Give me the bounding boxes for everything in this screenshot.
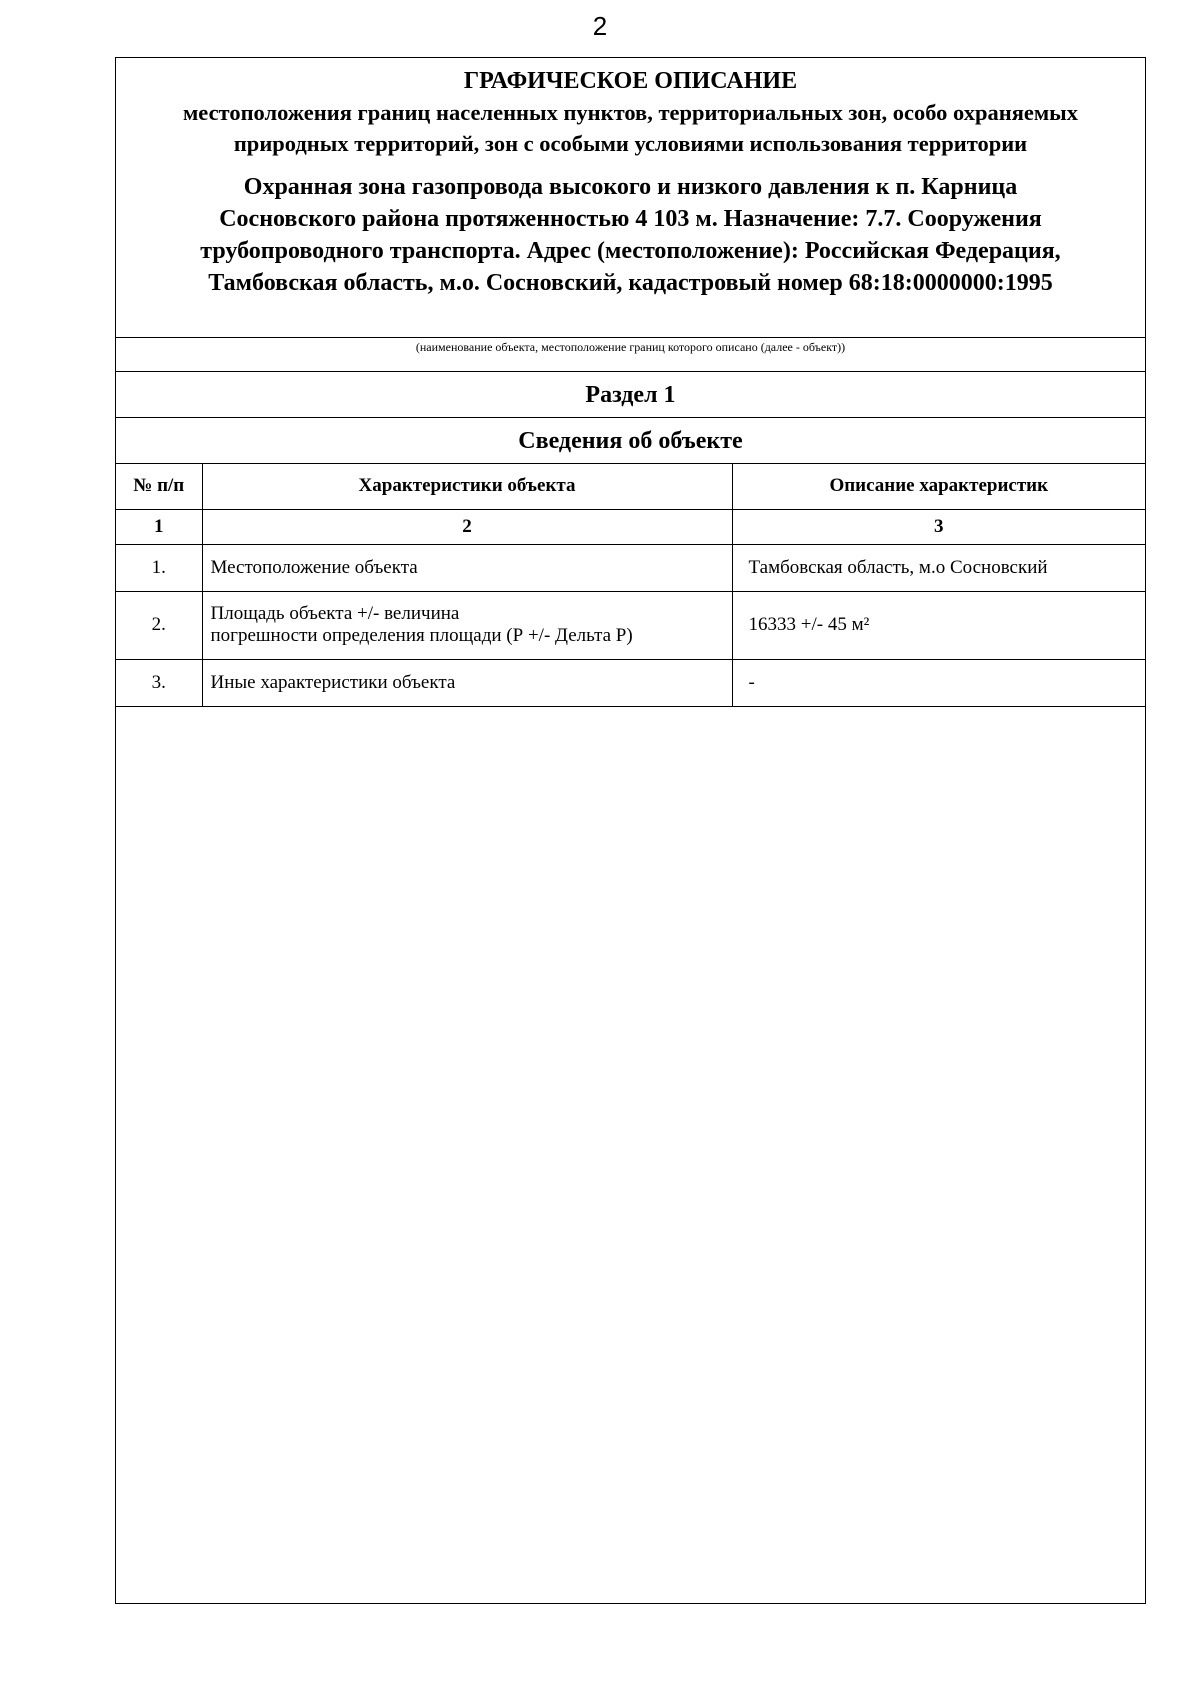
document-header — [116, 58, 1145, 338]
row-number: 2. — [116, 591, 202, 659]
document-frame — [115, 57, 1146, 1604]
document-subtitle: местоположения границ населенных пунктов, территориальных зон, особо охраняемых природных территорий, зон с особыми условиями использования территории — [182, 100, 1078, 156]
row-description: 16333 +/- 45 м² — [732, 591, 1145, 659]
table-row — [116, 591, 1145, 659]
page-number: 2 — [592, 11, 608, 41]
object-name-line: Сосновского района протяженностью 4 103 м. Назначение: 7.7. Сооружения — [219, 206, 1042, 232]
column-header-characteristic: Характеристики объекта — [202, 464, 732, 509]
row-number: 1. — [116, 544, 202, 591]
table-row — [116, 659, 1145, 706]
object-name — [116, 171, 1145, 299]
object-name-line: трубопроводного транспорта. Адрес (местоположение): Российская Федерация, — [200, 238, 1061, 264]
column-numbers-row — [116, 509, 1145, 544]
section-label: Раздел 1 — [116, 372, 1145, 418]
table-row — [116, 544, 1145, 591]
row-number: 3. — [116, 659, 202, 706]
row-characteristic — [202, 659, 732, 706]
characteristic-line: Иные характеристики объекта — [210, 671, 456, 693]
column-header-description: Описание характеристик — [732, 464, 1145, 509]
table-header-row — [116, 464, 1145, 509]
characteristic-line: Местоположение объекта — [210, 556, 418, 578]
row-characteristic — [202, 544, 732, 591]
row-characteristic — [202, 591, 732, 659]
row-description: Тамбовская область, м.о Сосновский — [732, 544, 1145, 591]
section-title: Сведения об объекте — [116, 418, 1145, 464]
column-number: 2 — [202, 509, 732, 544]
object-info-table — [116, 464, 1145, 707]
column-number: 3 — [732, 509, 1145, 544]
object-caption: (наименование объекта, местоположение границ которого описано (далее - объект)) — [116, 338, 1145, 372]
document-title: ГРАФИЧЕСКОЕ ОПИСАНИЕ — [463, 68, 798, 94]
characteristic-line: погрешности определения площади (Р +/- Дельта Р) — [210, 625, 633, 646]
object-name-line: Тамбовская область, м.о. Сосновский, кадастровый номер 68:18:0000000:1995 — [208, 270, 1053, 296]
column-header-number: № п/п — [116, 464, 202, 509]
object-name-line: Охранная зона газопровода высокого и низкого давления к п. Карница — [243, 174, 1018, 200]
column-number: 1 — [116, 509, 202, 544]
row-description: - — [732, 659, 1145, 706]
characteristic-line: Площадь объекта +/- величина — [210, 603, 460, 624]
